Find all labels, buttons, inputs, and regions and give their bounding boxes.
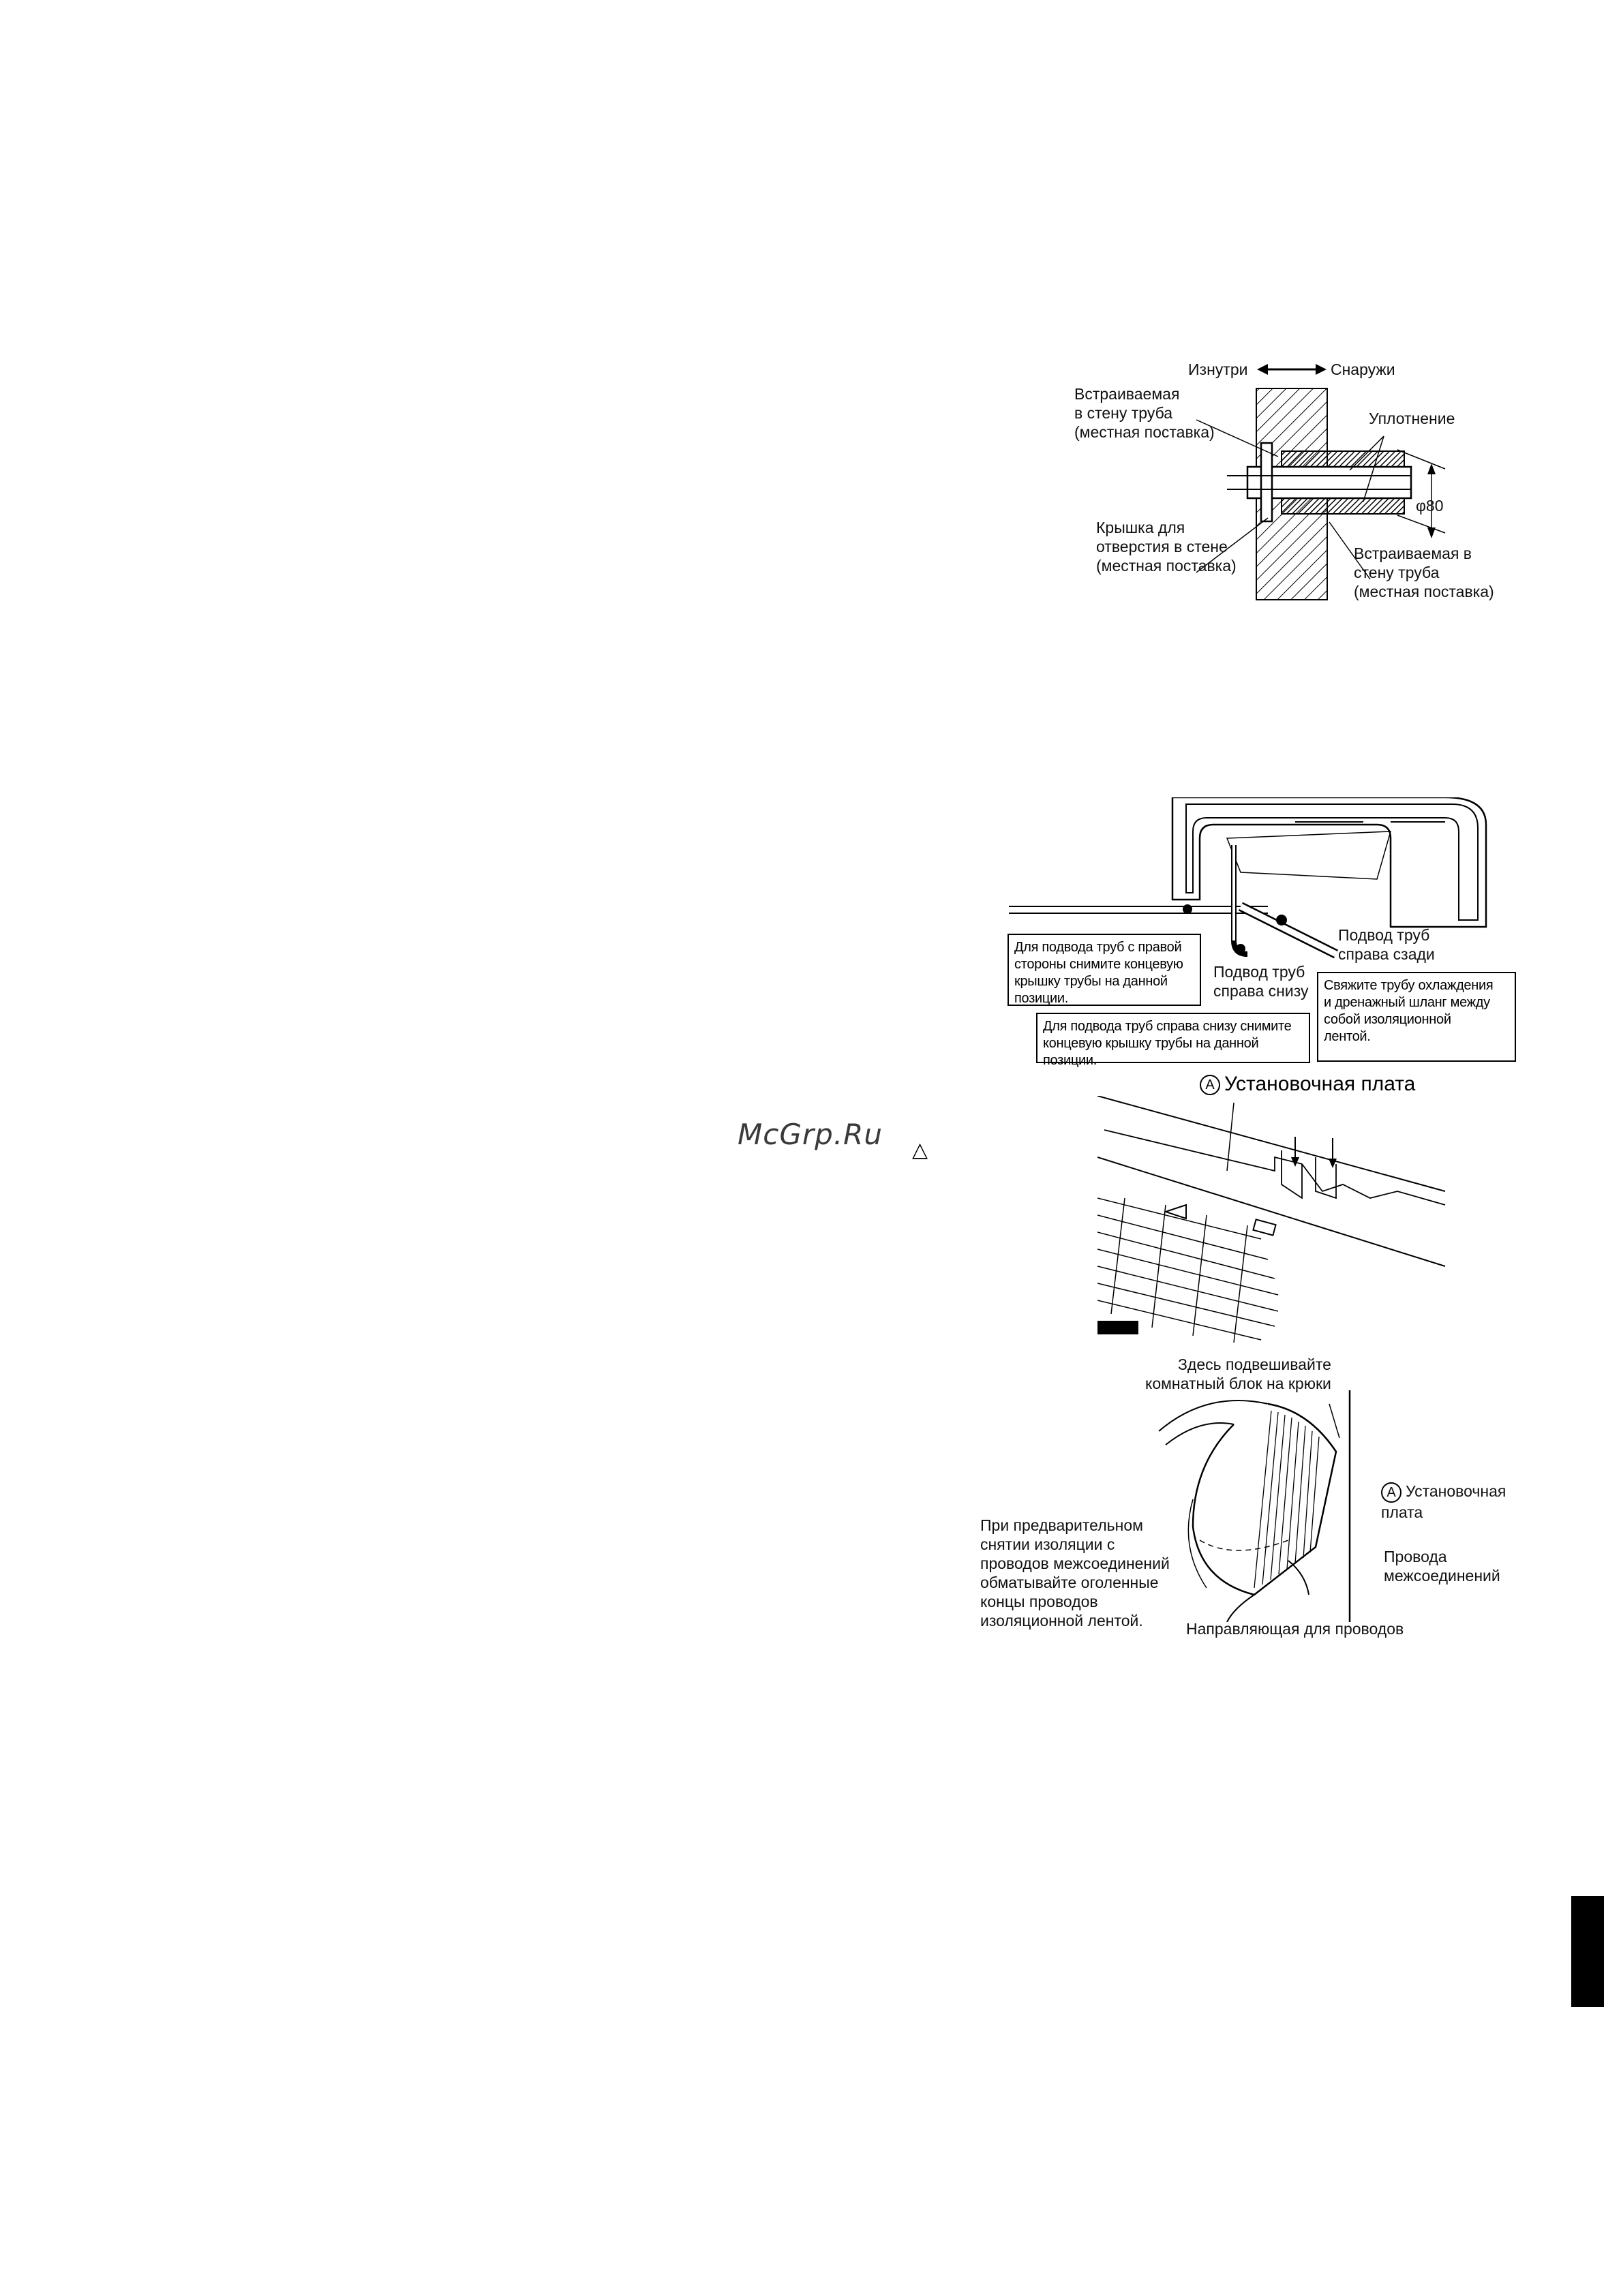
marker-a: A: [1200, 1075, 1220, 1095]
mounting-plate-side-text: Установочная плата: [1381, 1482, 1506, 1521]
wires-label: Провода межсоединений: [1384, 1548, 1500, 1585]
outside-label: Снаружи: [1331, 361, 1395, 378]
note-tape-text: Свяжите трубу охлаждения и дренажный шланг между собой изоляционной лентой.: [1324, 978, 1494, 1044]
note-right-text: Для подвода труб с правой стороны снимите концевую крышку трубы на данной позиции.: [1014, 940, 1183, 1006]
triangle-mark: △: [912, 1138, 928, 1162]
seal-label: Уплотнение: [1369, 410, 1455, 427]
rear-right-label: Подвод труб справа сзади: [1338, 926, 1435, 963]
wire-guide-label: Направляющая для проводов: [1186, 1620, 1404, 1638]
note-right-box: [1008, 934, 1201, 1006]
wall-cover-label: Крышка для отверстия в стене (местная поставка): [1096, 519, 1237, 575]
marker-a-side: A: [1381, 1482, 1402, 1503]
hang-here-label: Здесь подвешивайте комнатный блок на крюки: [1145, 1356, 1331, 1392]
side-tab-marker: [1571, 1896, 1604, 2007]
hanging-unit-figure: [1152, 1390, 1370, 1622]
bottom-right-label: Подвод труб справа снизу: [1213, 963, 1309, 1000]
mounting-plate-drawing: [1097, 1096, 1452, 1355]
mounting-plate-heading: [1200, 1073, 1415, 1096]
mounting-plate-figure: [1097, 1096, 1452, 1355]
note-tape-box: [1317, 972, 1516, 1062]
hanging-unit-drawing: [1152, 1390, 1370, 1622]
mounting-plate-title: Установочная плата: [1224, 1073, 1416, 1095]
inside-label: Изнутри: [1188, 361, 1248, 378]
wall-pipe-bottom-label: Встраиваемая в стену труба (местная поставка): [1354, 545, 1494, 600]
diameter-label: φ80: [1416, 497, 1444, 515]
insulation-note-label: При предварительном снятии изоляции с проводов межсоединений обматывайте оголенные концы проводов изоляционной лентой.: [980, 1516, 1170, 1629]
mounting-plate-side-label: [1381, 1463, 1506, 1522]
note-bottom-right-text: Для подвода труб справа снизу снимите концевую крышку трубы на данной позиции.: [1043, 1019, 1292, 1068]
wall-pipe-top-label: Встраиваемая в стену труба (местная поставка): [1074, 385, 1215, 441]
note-bottom-right-box: [1036, 1013, 1310, 1068]
watermark: McGrp.Ru: [738, 1118, 883, 1151]
